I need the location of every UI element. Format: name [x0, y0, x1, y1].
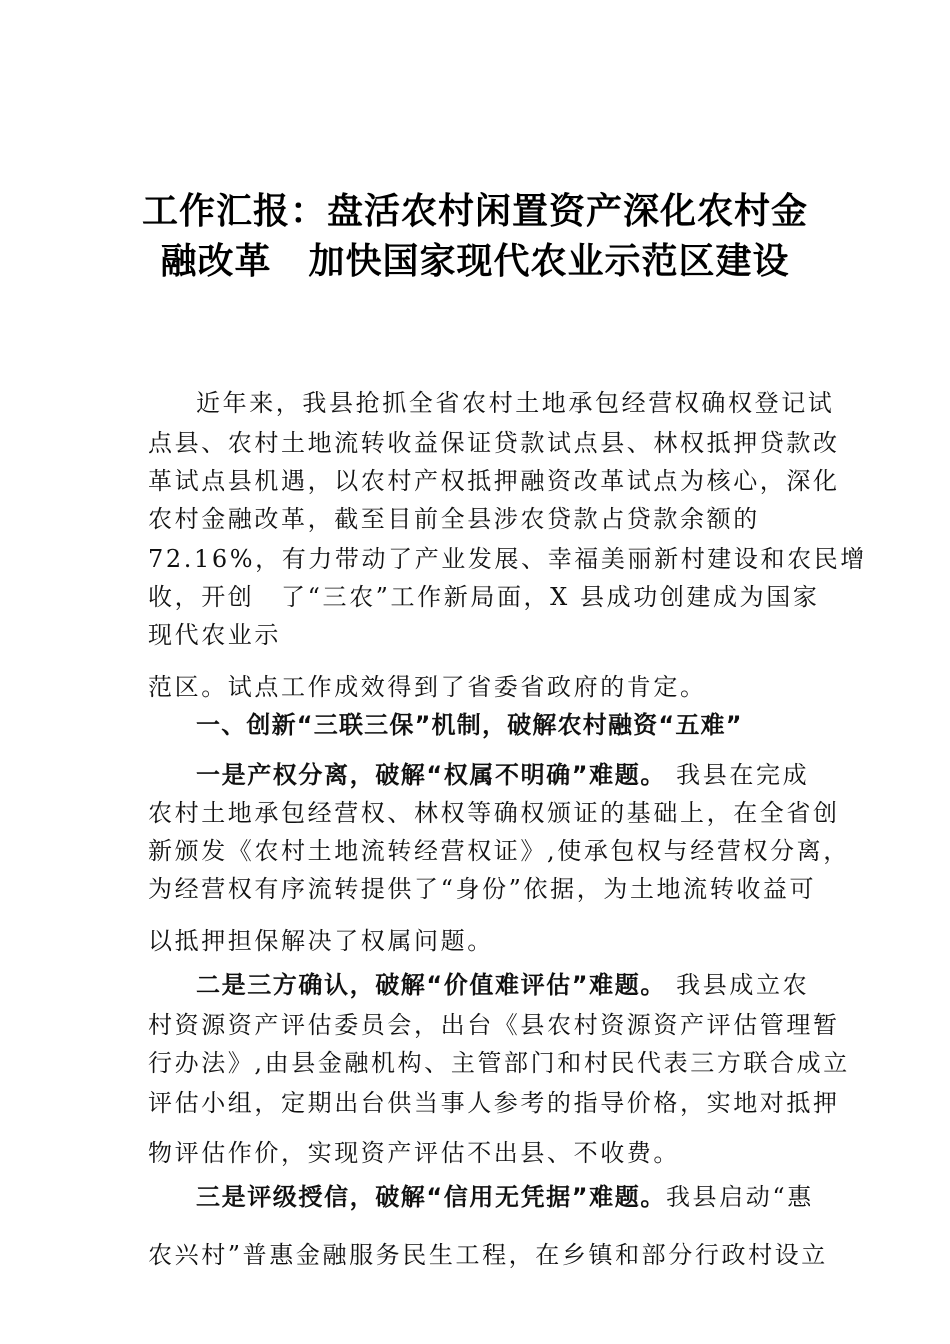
paragraph-3-line-1-text: 我县启动“惠 [665, 1183, 814, 1211]
paragraph-3-lead: 三是评级授信，破解“信用无凭据”难题。 [196, 1183, 666, 1211]
section-heading: 一、创新“三联三保”机制，破解农村融资“五难” [196, 711, 743, 739]
paragraph-2-line-4: 评估小组，定期出台供当事人参考的指导价格，实地对抵押 [148, 1089, 840, 1117]
document-title-line-1: 工作汇报：盘活农村闲置资产深化农村金 [141, 191, 808, 232]
paragraph-2-line-1-text: 我县成立农 [665, 971, 810, 999]
paragraph-2-line-3: 行办法》,由县金融机构、主管部门和村民代表三方联合成立 [148, 1049, 850, 1077]
paragraph-1-line-1-text: 我县在完成 [665, 761, 810, 789]
intro-line-3: 革试点县机遇，以农村产权抵押融资改革试点为核心，深化 [148, 467, 840, 495]
paragraph-2-line-1 [196, 970, 809, 1000]
intro-line-1: 近年来，我县抢抓全省农村土地承包经营权确权登记试 [196, 389, 835, 417]
intro-line-7: 现代农业示 [148, 621, 281, 649]
intro-line-8: 范区。试点工作成效得到了省委省政府的肯定。 [148, 673, 707, 701]
paragraph-3-line-2: 农兴村”普惠金融服务民生工程，在乡镇和部分行政村设立 [148, 1241, 828, 1269]
paragraph-1-line-3: 新颁发《农村土地流转经营权证》,使承包权与经营权分离， [148, 837, 850, 865]
paragraph-1-line-1 [196, 760, 809, 790]
intro-line-2: 点县、农村土地流转收益保证贷款试点县、林权抵押贷款改 [148, 429, 840, 457]
intro-line-6: 收，开创 了“三农”工作新局面，X 县成功创建成为国家 [148, 583, 820, 611]
paragraph-1-line-4: 为经营权有序流转提供了“身份”依据，为土地流转收益可 [148, 875, 817, 903]
paragraph-3-line-1 [196, 1182, 814, 1212]
document-title-line-2: 融改革 加快国家现代农业示范区建设 [160, 241, 790, 282]
paragraph-2-line-5: 物评估作价，实现资产评估不出县、不收费。 [148, 1139, 680, 1167]
intro-line-5: 72.16%，有力带动了产业发展、幸福美丽新村建设和农民增 [148, 545, 867, 573]
paragraph-1-line-5: 以抵押担保解决了权属问题。 [148, 927, 494, 955]
paragraph-2-lead: 二是三方确认，破解“价值难评估”难题。 [196, 971, 666, 999]
paragraph-1-line-2: 农村土地承包经营权、林权等确权颁证的基础上，在全省创 [148, 799, 840, 827]
paragraph-2-line-2: 村资源资产评估委员会，出台《县农村资源资产评估管理暂 [148, 1011, 840, 1039]
intro-line-4: 农村金融改革，截至目前全县涉农贷款占贷款余额的 [148, 505, 760, 533]
paragraph-1-lead: 一是产权分离，破解“权属不明确”难题。 [196, 761, 666, 789]
